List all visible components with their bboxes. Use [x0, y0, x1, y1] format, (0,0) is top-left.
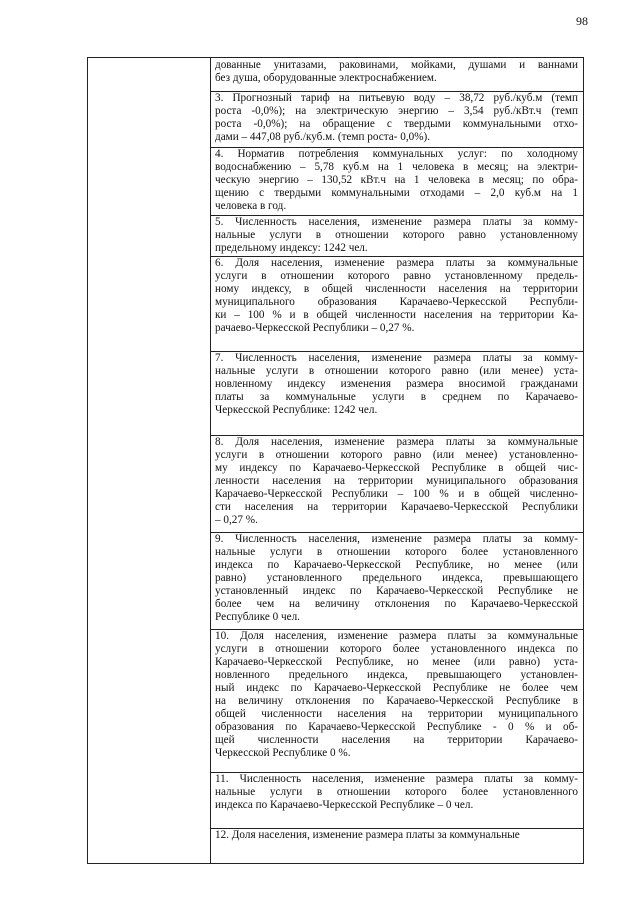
text-line: 12. Доля населения, изменение размера платы за коммунальные — [215, 829, 520, 841]
text-line: дами – 447,08 руб./куб.м. (темп роста- 0,0%). — [215, 131, 431, 144]
paragraph-item-7 — [211, 351, 583, 417]
text-line: услуги в отношении которого более установленного индекса по — [215, 643, 578, 656]
page-number: 98 — [576, 14, 588, 28]
text-line: нальные услуги в отношении которого более установленного — [215, 786, 578, 799]
paragraph-item-4 — [211, 147, 583, 213]
text-line: образования по Карачаево-Черкесской Республике - 0 % и об- — [215, 721, 578, 734]
text-line: 5. Численность населения, изменение размера платы за комму- — [215, 216, 578, 228]
paragraph-item-12 — [211, 828, 583, 842]
text-line: роста -0,0%); на обращение с твердыми коммунальными отхо- — [215, 118, 578, 131]
text-line: 4. Норматив потребления коммунальных услуг: по холодному — [215, 148, 578, 160]
text-line: 11. Численность населения, изменение размера платы за комму- — [215, 773, 578, 785]
text-line: общей численности населения на территории муниципального — [215, 708, 578, 721]
document-table — [87, 57, 584, 864]
text-line: нальные услуги в отношении которого более установленного — [215, 546, 578, 559]
text-line: человека в год. — [215, 200, 287, 213]
text-line: ному индексу, в общей численности населения на территории — [215, 283, 578, 296]
text-line: Карачаево-Черкесской Республике, но менее (или равно) уста- — [215, 656, 578, 669]
text-line: 9. Численность населения, изменение размера платы за комму- — [215, 533, 578, 545]
text-line: – 0,27 %. — [215, 514, 258, 527]
paragraph-item-9 — [211, 532, 583, 624]
text-line: услуги в отношении которого равно установленному предель- — [215, 270, 578, 283]
text-line: платы за коммунальные услуги в среднем по Карачаево- — [215, 391, 578, 404]
text-line: более чем на величину отклонения по Карачаево-Черкесской — [215, 598, 578, 611]
text-line: муниципального образования Карачаево-Черкесской Республи- — [215, 296, 578, 309]
text-line: нальные услуги в отношении которого равно установленному — [215, 229, 578, 242]
text-line: Черкесской Республике 0 %. — [215, 747, 351, 760]
text-line: 6. Доля населения, изменение размера платы за коммунальные — [215, 257, 578, 269]
text-line: индекса по Карачаево-Черкесской Республике – 0 чел. — [215, 799, 474, 812]
text-line: му индексу по Карачаево-Черкесской Республике в общей чис- — [215, 462, 578, 475]
paragraph-item-3 — [211, 91, 583, 144]
text-line: услуги в отношении которого равно (или менее) установленно- — [215, 449, 578, 462]
text-line: 8. Доля населения, изменение размера платы за коммунальные — [215, 436, 578, 448]
paragraph-cont — [211, 58, 583, 85]
empty-left-column — [88, 58, 211, 863]
text-line: Черкесской Республике: 1242 чел. — [215, 404, 378, 417]
paragraph-item-6 — [211, 256, 583, 335]
text-line: ный индекс по Карачаево-Черкесской Республике не более чем — [215, 682, 578, 695]
text-line: предельному индексу: 1242 чел. — [215, 242, 368, 255]
text-line: сти населения на территории Карачаево-Черкесской Республики — [215, 501, 578, 514]
paragraph-item-8 — [211, 435, 583, 527]
text-line: 10. Доля населения, изменение размера платы за коммунальные — [215, 630, 578, 642]
text-line: ленности населения на территории муниципального образования — [215, 475, 578, 488]
text-line: 3. Прогнозный тариф на питьевую воду – 38,72 руб./куб.м (темп — [215, 92, 578, 104]
text-line: дованные унитазами, раковинами, мойками, душами и ваннами — [215, 59, 578, 71]
text-column — [211, 58, 583, 863]
text-line: новленного предельного индекса, превышающего установлен- — [215, 669, 578, 682]
text-line: ческую энергию – 130,52 кВт.ч на 1 человека в месяц; по обра- — [215, 174, 578, 187]
text-line: водоснабжению – 5,78 куб.м на 1 человека в месяц; на электри- — [215, 161, 578, 174]
text-line: Республике 0 чел. — [215, 611, 300, 624]
text-line: щей численности населения на территории Карачаево- — [215, 734, 578, 747]
paragraph-item-11 — [211, 772, 583, 812]
text-line: ки – 100 % и в общей численности населения на территории Ка- — [215, 309, 578, 322]
text-line: на величину отклонения по Карачаево-Черкесской Республике в — [215, 695, 578, 708]
text-line: Карачаево-Черкесской Республики – 100 % и в общей численно- — [215, 488, 578, 501]
paragraph-item-5 — [211, 215, 583, 255]
text-line: индекса по Карачаево-Черкесской Республике, но менее (или — [215, 559, 578, 572]
text-line: без душа, оборудованные электроснабжением. — [215, 72, 437, 85]
text-line: нальные услуги в отношении которого равно (или менее) уста- — [215, 365, 578, 378]
text-line: щению с твердыми коммунальными отходами – 2,0 куб.м на 1 — [215, 187, 578, 200]
text-line: новленному индексу изменения размера вносимой гражданами — [215, 378, 578, 391]
text-line: роста -0,0%); на электрическую энергию – 3,54 руб./кВт.ч (темп — [215, 105, 578, 118]
text-line: равно) установленного предельного индекса, превышающего — [215, 572, 578, 585]
text-line: 7. Численность населения, изменение размера платы за комму- — [215, 352, 578, 364]
text-line: установленный индекс по Карачаево-Черкесской Республике не — [215, 585, 578, 598]
paragraph-item-10 — [211, 629, 583, 760]
text-line: рачаево-Черкесской Республики – 0,27 %. — [215, 322, 415, 335]
